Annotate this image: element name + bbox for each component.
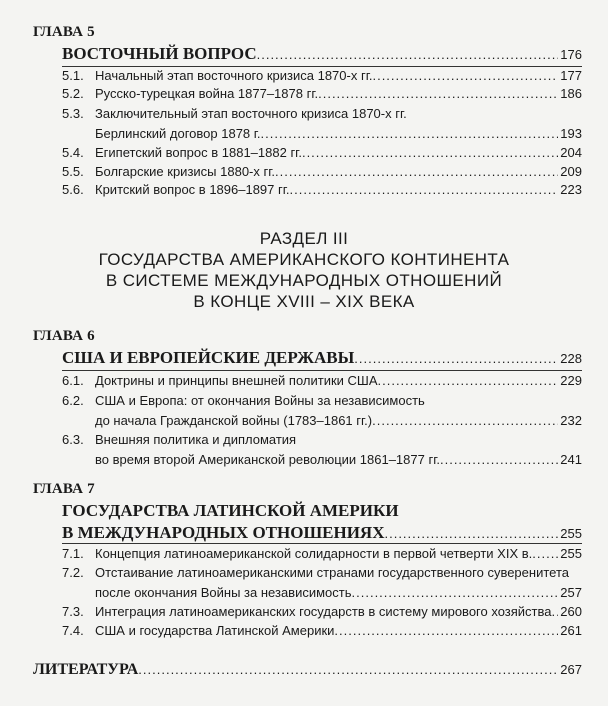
chapter-6-title[interactable]: США И ЕВРОПЕЙСКИЕ ДЕРЖАВЫ ..... 228	[62, 348, 582, 369]
literature-page: 267	[560, 662, 582, 677]
chapter-7-page: 255	[560, 526, 582, 541]
chapter-7-divider	[62, 543, 582, 544]
chapter-5-title[interactable]: ВОСТОЧНЫЙ ВОПРОС ..... 176	[62, 44, 582, 65]
chapter-6-page: 228	[560, 351, 582, 366]
section-3-heading: РАЗДЕЛ III ГОСУДАРСТВА АМЕРИКАНСКОГО КОНТИНЕНТА В СИСТЕМЕ МЕЖДУНАРОДНЫХ ОТНОШЕНИЙ В КОНЦЕ XVIII – XIX ВЕКА	[0, 228, 608, 312]
chapter-7-title[interactable]: ГОСУДАРСТВА ЛАТИНСКОЙ АМЕРИКИ В МЕЖДУНАРОДНЫХ ОТНОШЕНИЯХ ..... 255	[62, 501, 582, 544]
chapter-6-label: ГЛАВА 6	[33, 328, 95, 344]
toc-page: ГЛАВА 5 ВОСТОЧНЫЙ ВОПРОС ..... 176 5.1. Начальный этап восточного кризиса 1870-х гг. ..... 177 5.2. Русско-турецкая война 1877–1878 гг. ..... 186 5.3. Заключительный этап восточного кризиса 1870-х гг. Берлинский договор 1878 г. ..... 193 5.4. Египетский вопрос в 1881–1882 гг. ..... 204 5.5. Болгарские кризисы 1880-х гг. ..... 209 5.6. Критский вопрос в 1896–1897 гг. ..... 223 РАЗДЕЛ III ГОСУДАРСТВА АМЕРИКАНСКОГО КОНТИНЕНТА В СИСТЕМЕ МЕЖДУНАРОДНЫХ ОТНОШЕНИЙ В КОНЦЕ XVIII – XIX ВЕКА ГЛАВА 6 США И ЕВРОПЕЙСКИЕ ДЕРЖАВЫ ..... 228 6.1. Доктрины и принципы внешней политики США ..... 229 6.2. США и Европа: от окончания Войны за независимость до начала Гражданской войны (1783–1861 гг.) ..... 232 6.3. Внешняя политика и дипломатия во время второй Американской революции 1861–1877 гг. ..... 241 ГЛАВА 7 ГОСУДАРСТВА ЛАТИНСКОЙ АМЕРИКИ В МЕЖДУНАРОДНЫХ ОТНОШЕНИЯХ ..... 255 7.1. Концепция латиноамериканской солидарности в первой четверти XIX в. ..... 255 7.2. Отстаивание латиноамериканскими странами государственного суверенитета после окончания Войны за независимость ..... 257 7.3. Интеграция латиноамериканских государств в систему мирового хозяйства ..... 260 7.4. США и государства Латинской Америки ..... 261 ЛИТЕРАТУРА ..... 267	[0, 0, 608, 706]
chapter-7-label: ГЛАВА 7	[33, 481, 95, 497]
chapter-5-label: ГЛАВА 5	[33, 24, 95, 40]
literature-entry[interactable]: ЛИТЕРАТУРА ..... 267	[33, 660, 582, 680]
chapter-5-page: 176	[560, 47, 582, 62]
chapter-6-divider	[62, 370, 582, 371]
section-number: РАЗДЕЛ III	[259, 229, 349, 248]
